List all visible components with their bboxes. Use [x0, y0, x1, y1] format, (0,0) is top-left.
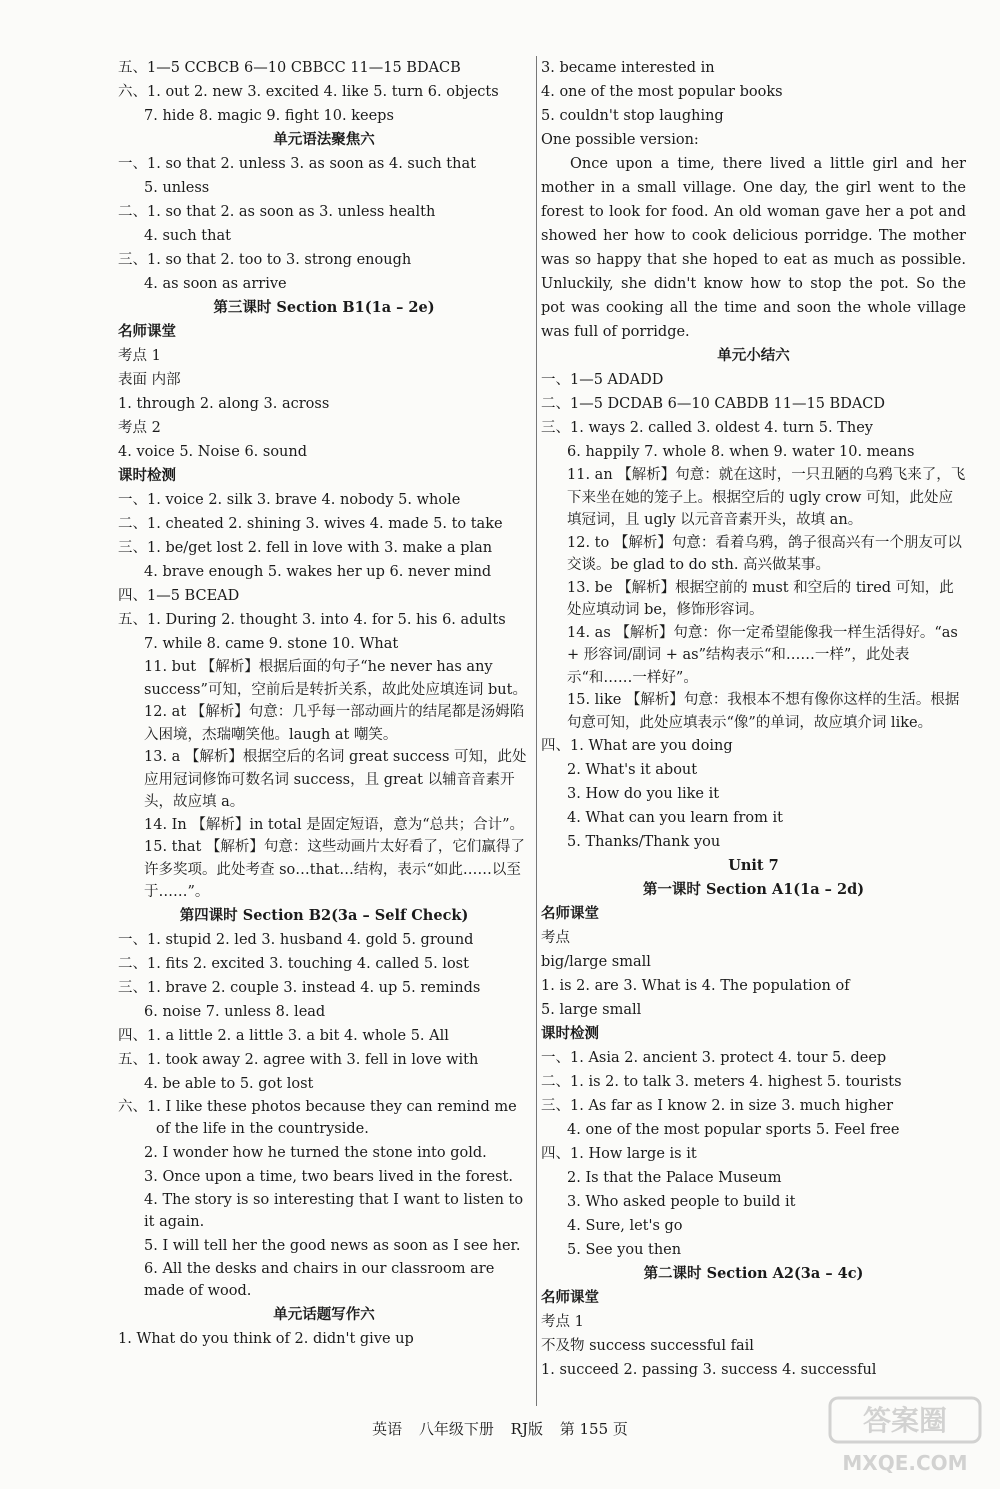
answer-explanation: 11. but 【解析】根据后面的句子“he never has any success”可知，空前后是转折关系，故此处应填连词 but。: [144, 659, 527, 698]
answer-line: 5. I will tell her the good news as soon as I see her.: [144, 1237, 521, 1254]
answer-line: 5. unless: [144, 180, 210, 196]
answer-line: 5. large small: [541, 1002, 642, 1018]
answer-line: 名师课堂: [541, 1289, 599, 1306]
answer-line: 3. Once upon a time, two bears lived in the forest.: [144, 1168, 513, 1185]
answer-line: 三、1. so that 2. too to 3. strong enough: [118, 252, 412, 268]
answer-line: 二、1. is 2. to talk 3. meters 4. highest 5. tourists: [541, 1074, 902, 1090]
answer-line: 3. How do you like it: [567, 786, 720, 802]
answer-line: 4. brave enough 5. wakes her up 6. never mind: [144, 564, 492, 580]
section-heading: 第二课时 Section A2(3a – 4c): [643, 1265, 864, 1282]
answer-line: 不及物 success successful fail: [541, 1338, 754, 1354]
answer-line: 4. voice 5. Noise 6. sound: [118, 444, 308, 460]
answer-line: 四、1. a little 2. a little 3. a bit 4. whole 5. All: [118, 1027, 449, 1044]
answer-line: 五、1. During 2. thought 3. into 4. for 5. his 6. adults: [118, 612, 506, 628]
answer-line: 4. one of the most popular books: [541, 84, 783, 100]
answer-line: 4. What can you learn from it: [567, 810, 783, 826]
answer-line: 3. Who asked people to build it: [567, 1194, 796, 1210]
answer-explanation: 13. a 【解析】根据空后的名词 great success 可知，此处应用冠词修饰可数名词 success，且 great 以辅音音素开头，故应填 a。: [144, 749, 527, 810]
answer-explanation: 14. In 【解析】in total 是固定短语，意为“总共；合计”。: [144, 816, 525, 833]
answer-line: 1. succeed 2. passing 3. success 4. successful: [541, 1362, 877, 1378]
watermark-bottom-text: MXQE.COM: [842, 1451, 968, 1475]
answer-line: 4. be able to 5. got lost: [144, 1075, 314, 1092]
answer-explanation: 11. an 【解析】句意：就在这时，一只丑陋的乌鸦飞来了，飞下来坐在她的笼子上。根据空后的 ugly crow 可知，此处应填冠词，且 ugly 以元音音素开头，故填 an。: [567, 467, 966, 528]
answer-line: 6. All the desks and chairs in our classroom are made of wood.: [144, 1260, 495, 1299]
right-column: [541, 56, 966, 1382]
answer-line: 名师课堂: [541, 905, 599, 922]
footer-grade: 八年级下册: [418, 1420, 494, 1438]
answer-line: 4. such that: [144, 228, 231, 244]
answer-explanation: 15. that 【解析】句意：这些动画片太好看了，它们赢得了许多奖项。此处考查 so…that…结构，表示“如此……以至于……”。: [144, 839, 525, 900]
answer-line: 一、1—5 ADADD: [541, 372, 664, 388]
section-heading: 单元小结六: [717, 347, 790, 364]
answer-line: 6. happily 7. whole 8. when 9. water 10. means: [567, 444, 915, 460]
answer-line: 5. couldn't stop laughing: [541, 108, 724, 124]
section-heading: 第一课时 Section A1(1a – 2d): [642, 881, 865, 898]
left-column: [118, 56, 530, 1351]
answer-explanation: 13. be 【解析】根据空前的 must 和空后的 tired 可知，此处应填动词 be，修饰形容词。: [567, 579, 954, 618]
answer-explanation: 15. like 【解析】句意：我根本不想有像你这样的生活。根据句意可知，此处应填表示“像”的单词，故应填介词 like。: [567, 692, 960, 731]
answer-line: 课时检测: [118, 467, 176, 484]
answer-line: 三、1. As far as I know 2. in size 3. much higher: [541, 1098, 894, 1114]
answer-line: 7. while 8. came 9. stone 10. What: [144, 636, 399, 652]
answer-line: 4. as soon as arrive: [144, 276, 287, 292]
answer-line: 考点 1: [541, 1314, 584, 1330]
section-heading: 单元话题写作六: [273, 1305, 375, 1323]
footer-subject: 英语: [372, 1420, 403, 1438]
section-heading: 第三课时 Section B1(1a – 2e): [213, 299, 435, 316]
answer-line: 二、1. cheated 2. shining 3. wives 4. made 5. to take: [118, 516, 503, 532]
answer-line: 四、1. How large is it: [541, 1146, 697, 1162]
section-heading: 单元语法聚焦六: [273, 131, 375, 148]
answer-line: 二、1. fits 2. excited 3. touching 4. called 5. lost: [118, 955, 469, 972]
answer-line: 6. noise 7. unless 8. lead: [144, 1003, 326, 1020]
answer-explanation: 12. to 【解析】句意：看着乌鸦，鸽子很高兴有一个朋友可以交谈。be glad to do sth. 高兴做某事。: [567, 534, 962, 573]
answer-line: 考点: [541, 930, 570, 946]
answer-line: 1. through 2. along 3. across: [118, 396, 330, 412]
answer-line: 7. hide 8. magic 9. fight 10. keeps: [144, 108, 394, 124]
answer-line: 1. What do you think of 2. didn't give up: [118, 1330, 414, 1347]
answer-line: 4. one of the most popular sports 5. Feel free: [567, 1122, 900, 1138]
answer-line: 名师课堂: [118, 323, 176, 340]
column-divider: [536, 56, 537, 1406]
answer-line: 二、1—5 DCDAB 6—10 CABDB 11—15 BDACD: [541, 396, 886, 412]
answer-line: 五、1. took away 2. agree with 3. fell in love with: [118, 1051, 479, 1068]
answer-line: 一、1. voice 2. silk 3. brave 4. nobody 5. whole: [118, 492, 461, 508]
answer-line: 表面 内部: [118, 372, 181, 388]
answer-line: 二、1. so that 2. as soon as 3. unless health: [118, 204, 436, 220]
answer-line: 一、1. Asia 2. ancient 3. protect 4. tour 5. deep: [541, 1050, 887, 1066]
answer-line: 三、1. brave 2. couple 3. instead 4. up 5. reminds: [118, 979, 481, 996]
answer-line: 5. Thanks/Thank you: [567, 834, 721, 850]
answer-explanation: 14. as 【解析】句意：你一定希望能像我一样生活得好。“as + 形容词/副词 + as”结构表示“和……一样”，此处表示“和……一样好”。: [567, 624, 958, 686]
answer-line: 一、1. so that 2. unless 3. as soon as 4. such that: [118, 156, 476, 172]
answer-line: 六、1. I like these photos because they can remind me of the life in the countryside.: [118, 1098, 517, 1137]
answer-line: 3. became interested in: [541, 60, 715, 76]
answer-line: big/large small: [541, 954, 651, 970]
answer-line: 5. See you then: [567, 1242, 682, 1258]
answer-line: 三、1. ways 2. called 3. oldest 4. turn 5. They: [541, 420, 873, 436]
answer-line: 三、1. be/get lost 2. fell in love with 3. make a plan: [118, 540, 493, 556]
answer-line: 一、1. stupid 2. led 3. husband 4. gold 5. ground: [118, 931, 474, 948]
section-heading: 第四课时 Section B2(3a – Self Check): [179, 906, 469, 924]
answer-line: 考点 1: [118, 348, 161, 364]
answer-line: 4. The story is so interesting that I want to listen to it again.: [144, 1191, 524, 1230]
answer-line: 2. Is that the Palace Museum: [567, 1170, 782, 1186]
answer-line: One possible version:: [541, 132, 699, 148]
answer-line: 四、1. What are you doing: [541, 738, 733, 754]
answer-line: 1. is 2. are 3. What is 4. The population of: [541, 978, 850, 994]
watermark-logo-icon: [820, 1392, 990, 1482]
answer-line: 2. I wonder how he turned the stone into gold.: [144, 1144, 487, 1161]
answer-line: 4. Sure, let's go: [567, 1218, 683, 1234]
answer-line: 六、1. out 2. new 3. excited 4. like 5. turn 6. objects: [118, 84, 499, 100]
footer-page-number: 第 155 页: [559, 1420, 628, 1438]
answer-line: Once upon a time, there lived a little girl and her mother in a small village. One day, the girl went to the forest to look for food. An old woman gave her a pot and showed her how to cook delicious porridge. The mother was so happy that she hoped to eat as much as possible. Unluckily, she didn't know how to stop the pot. So the pot was cooking all the time and soon the whole village was full of porridge.: [541, 156, 966, 340]
answer-line: 2. What's it about: [567, 762, 698, 778]
footer-edition: RJ版: [510, 1420, 543, 1438]
watermark-top-text: 答案圈: [862, 1404, 948, 1437]
answer-line: 五、1—5 CCBCB 6—10 CBBCC 11—15 BDACB: [118, 60, 461, 76]
answer-line: 考点 2: [118, 420, 161, 436]
answer-line: 四、1—5 BCEAD: [118, 588, 240, 604]
answer-explanation: 12. at 【解析】句意：几乎每一部动画片的结尾都是汤姆陷入困境，杰瑞嘲笑他。laugh at 嘲笑。: [144, 704, 525, 743]
section-heading: Unit 7: [728, 857, 779, 874]
answer-line: 课时检测: [541, 1025, 599, 1042]
